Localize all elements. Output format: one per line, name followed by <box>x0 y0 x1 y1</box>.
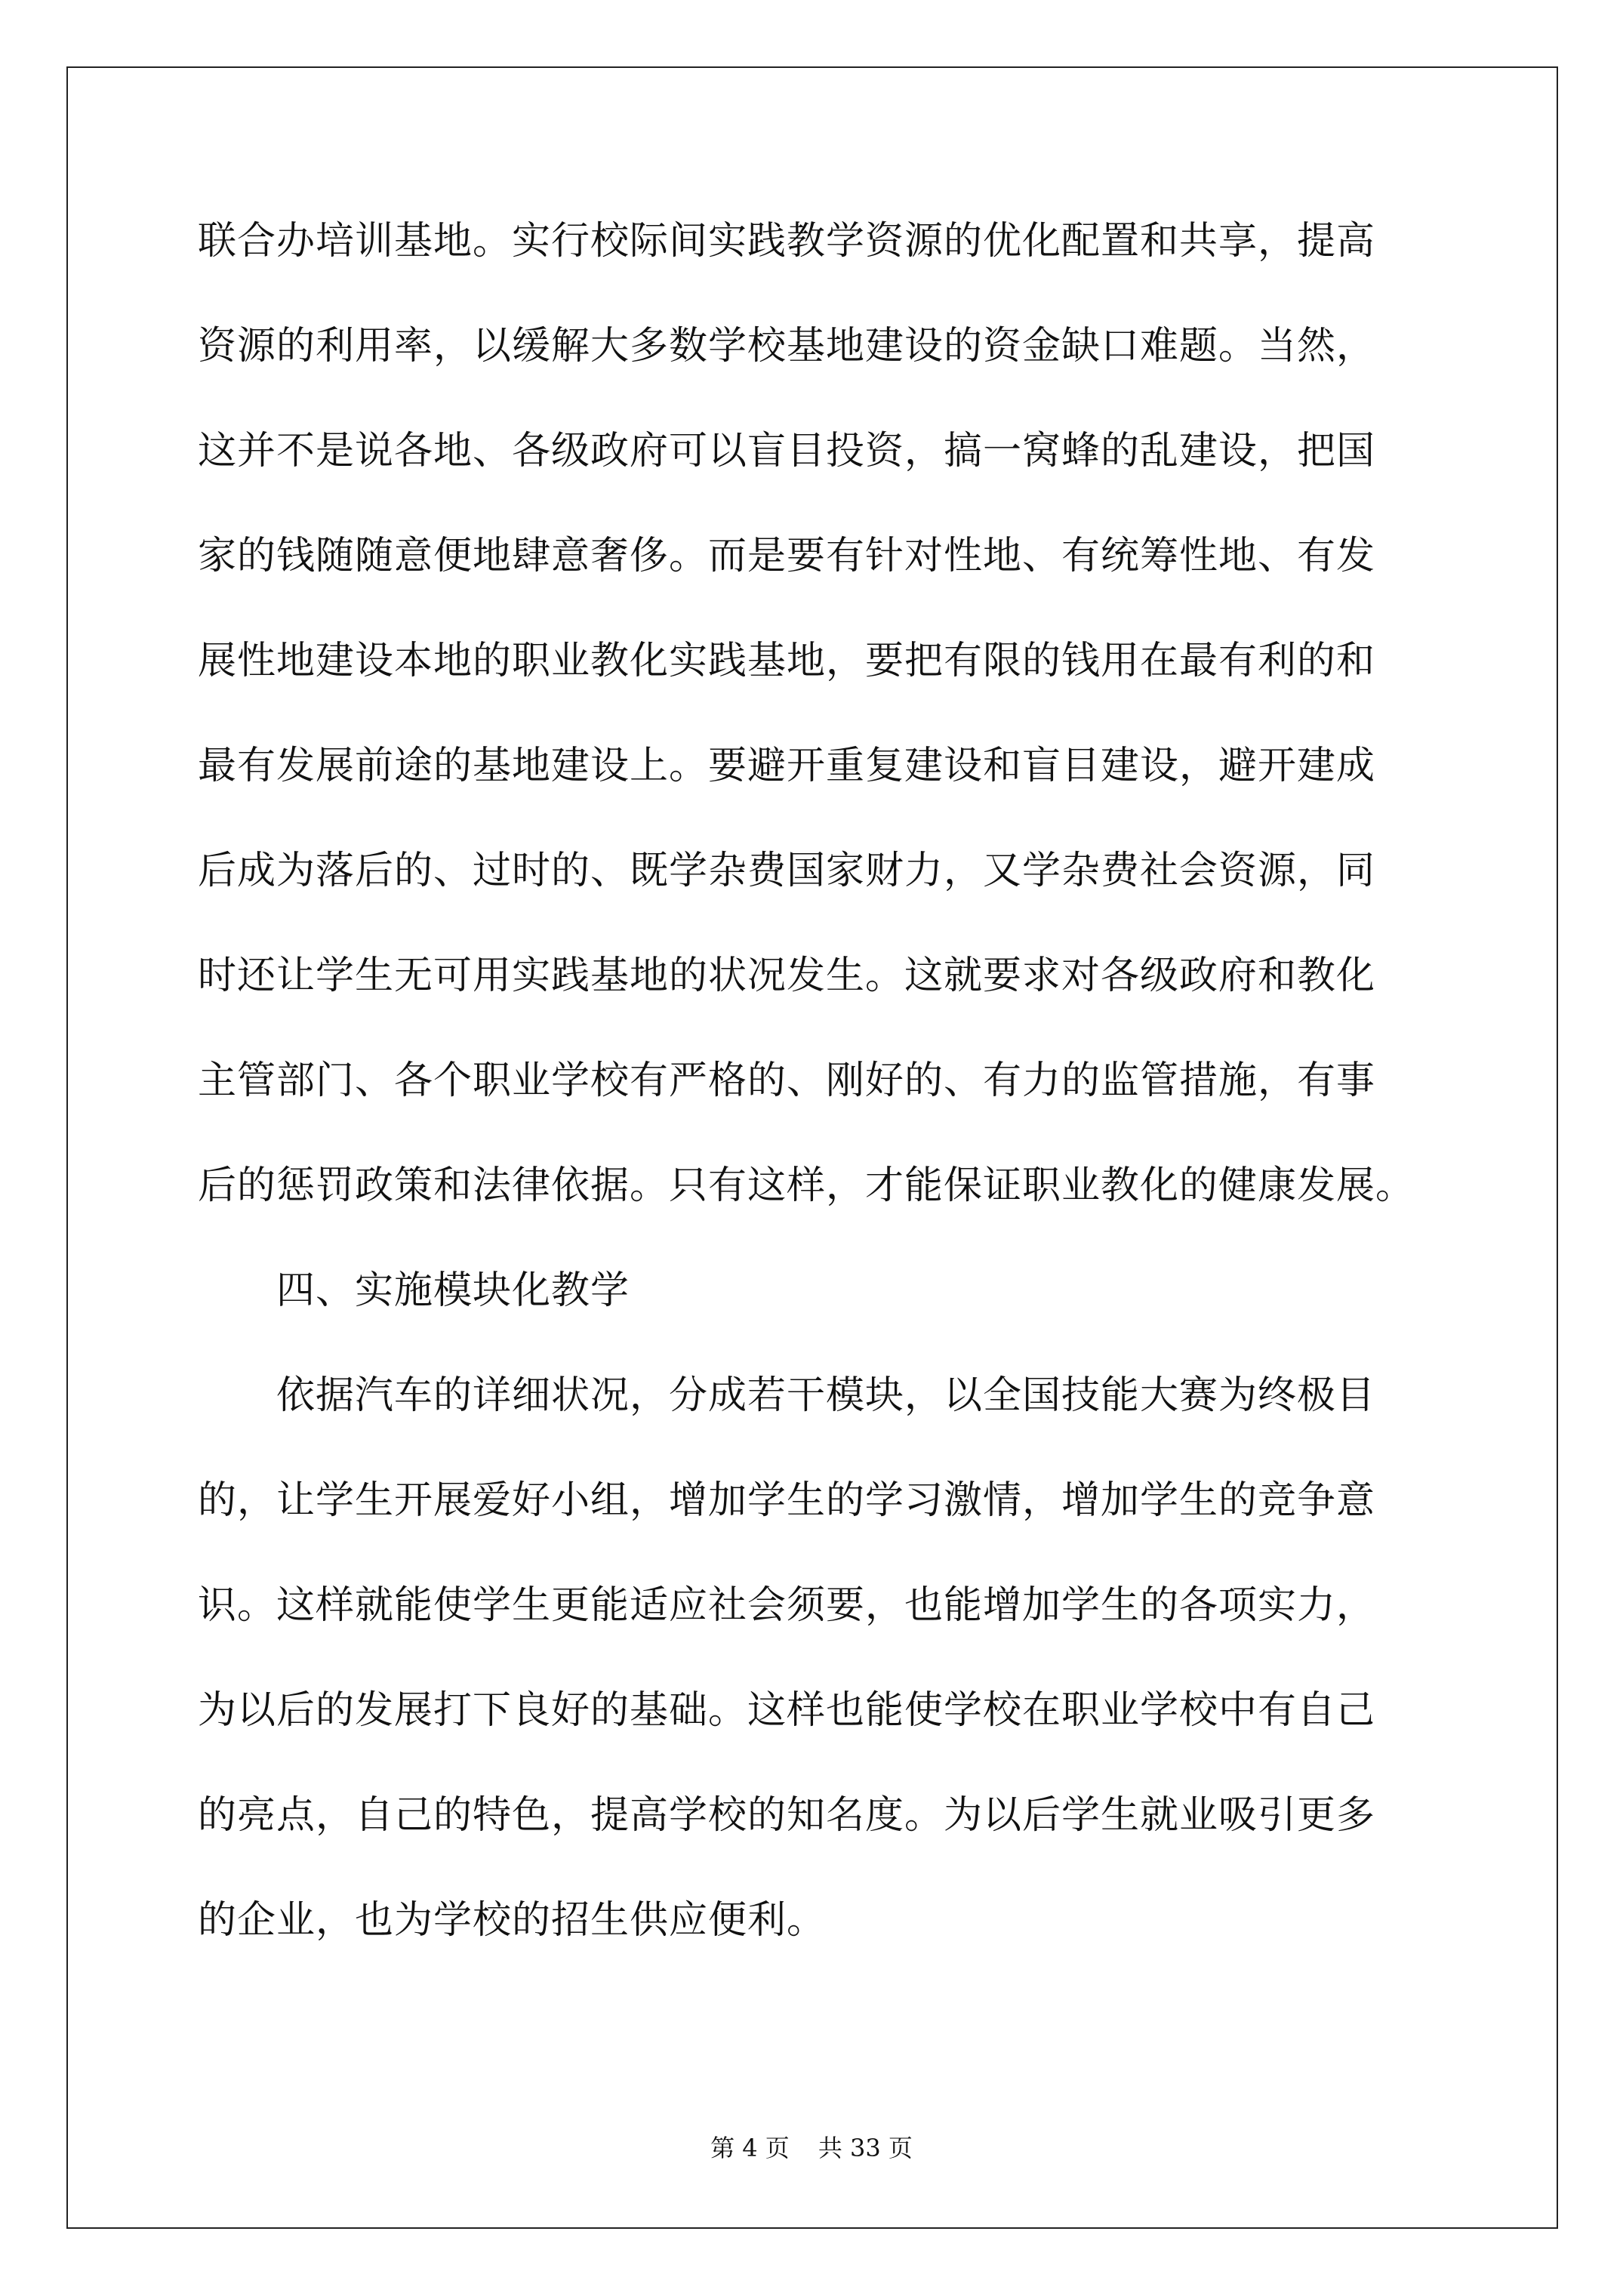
page-number-current: 第 4 页 <box>710 2134 790 2162</box>
text-line: 依据汽车的详细状况，分成若干模块，以全国技能大赛为终极目 <box>276 1373 1376 1418</box>
text-line: 为以后的发展打下良好的基础。这样也能使学校在职业学校中有自己 <box>198 1688 1376 1733</box>
text-line: 最有发展前途的基地建设上。要避开重复建设和盲目建设，避开建成 <box>198 744 1376 788</box>
text-line: 展性地建设本地的职业教化实践基地，要把有限的钱用在最有利的和 <box>198 639 1376 683</box>
page-footer <box>0 2133 1623 2163</box>
text-line: 主管部门、各个职业学校有严格的、刚好的、有力的监管措施，有事 <box>198 1059 1376 1103</box>
page-number-total: 共 33 页 <box>818 2134 913 2162</box>
text-line: 的企业，也为学校的招生供应便利。 <box>198 1898 827 1943</box>
text-line: 资源的利用率，以缓解大多数学校基地建设的资金缺口难题。当然， <box>198 324 1376 368</box>
text-line: 这并不是说各地、各级政府可以盲目投资，搞一窝蜂的乱建设，把国 <box>198 429 1376 473</box>
document-body <box>198 219 1443 2003</box>
text-line: 的亮点，自己的特色，提高学校的知名度。为以后学生就业吸引更多 <box>198 1793 1376 1838</box>
text-line: 时还让学生无可用实践基地的状况发生。这就要求对各级政府和教化 <box>198 954 1376 998</box>
text-line: 家的钱随随意便地肆意奢侈。而是要有针对性地、有统筹性地、有发 <box>198 534 1376 578</box>
text-line: 四、实施模块化教学 <box>276 1268 630 1313</box>
text-line: 后的惩罚政策和法律依据。只有这样，才能保证职业教化的健康发展。 <box>198 1163 1415 1208</box>
text-line: 的，让学生开展爱好小组，增加学生的学习激情，增加学生的竞争意 <box>198 1478 1376 1523</box>
text-line: 后成为落后的、过时的、既学杂费国家财力，又学杂费社会资源，同 <box>198 849 1376 893</box>
text-line: 联合办培训基地。实行校际间实践教学资源的优化配置和共享，提高 <box>198 219 1376 264</box>
text-line: 识。这样就能使学生更能适应社会须要，也能增加学生的各项实力， <box>198 1583 1376 1628</box>
